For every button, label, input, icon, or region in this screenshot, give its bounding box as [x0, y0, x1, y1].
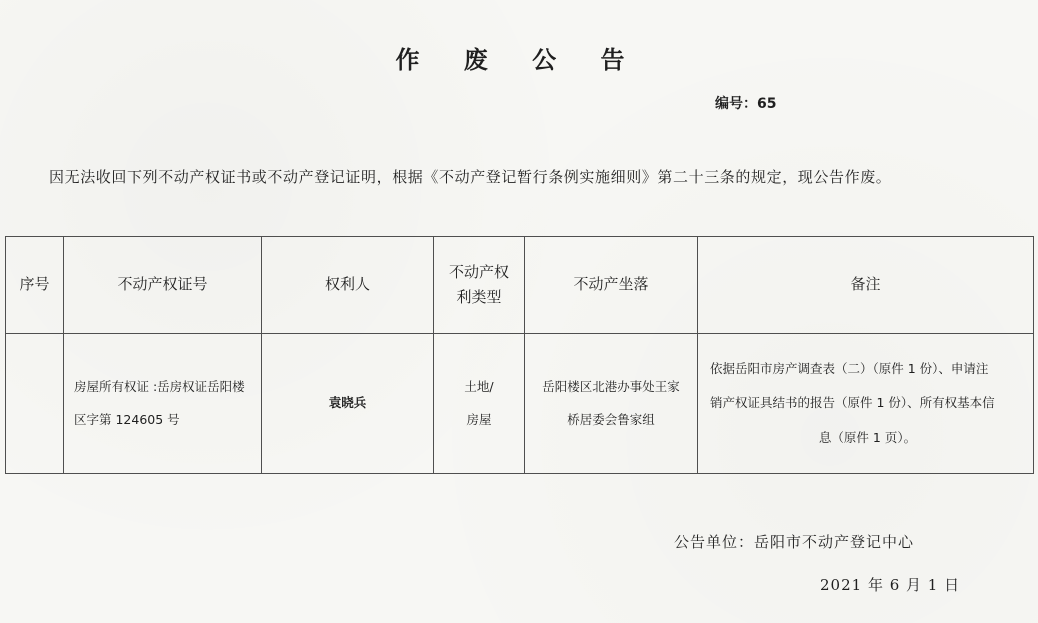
cell-remarks-line1: 依据岳阳市房产调查表（二）（原件 1 份）、申请注: [710, 360, 989, 376]
cell-certificate-no-line2: 区字第 124605 号: [74, 411, 180, 427]
header-location: 不动产坐落: [525, 237, 698, 334]
cell-remarks: [698, 334, 1034, 474]
notice-intro: 因无法收回下列不动产权证书或不动产登记证明，根据《不动产登记暂行条例实施细则》第二十三条的规定，现公告作废。: [49, 168, 892, 186]
cell-location-line1: 岳阳楼区北港办事处王家: [542, 379, 680, 394]
notice-number: 编号：65: [715, 96, 777, 112]
cell-location: [525, 334, 698, 474]
cell-remarks-line2: 销产权证具结书的报告（原件 1 份）、所有权基本信: [710, 395, 995, 411]
table-header-row: [6, 237, 1034, 334]
header-remarks: 备注: [698, 237, 1034, 334]
header-right-type-line1: 不动产权: [448, 262, 509, 281]
cell-location-line2: 桥居委会鲁家组: [567, 411, 655, 427]
table-row: [6, 334, 1034, 474]
cell-certificate-no-line1: 房屋所有权证 :岳房权证岳阳楼: [74, 379, 245, 394]
cell-right-type-line1: 土地/: [464, 379, 494, 394]
header-certificate-no: 不动产权证号: [64, 237, 262, 334]
header-holder: 权利人: [262, 237, 434, 334]
cell-serial: [6, 334, 64, 474]
publisher-unit: 公告单位：岳阳市不动产登记中心: [674, 533, 915, 551]
notice-date: 2021 年 6 月 1 日: [820, 576, 961, 594]
cell-right-type-line2: 房屋: [466, 411, 492, 427]
page-title: 作 废 公 告: [395, 46, 643, 74]
cell-holder: 袁晓兵: [262, 334, 434, 474]
cell-location-block: [542, 371, 680, 436]
cell-certificate-no: [64, 334, 262, 474]
header-right-type-line2: 利类型: [456, 288, 502, 306]
invalid-certificate-table: [5, 236, 1034, 474]
cell-right-type: [434, 334, 525, 474]
cell-remarks-line3: 息（原件 1 页）。: [818, 429, 917, 445]
header-right-type: [434, 237, 525, 334]
header-serial: 序号: [6, 237, 64, 334]
